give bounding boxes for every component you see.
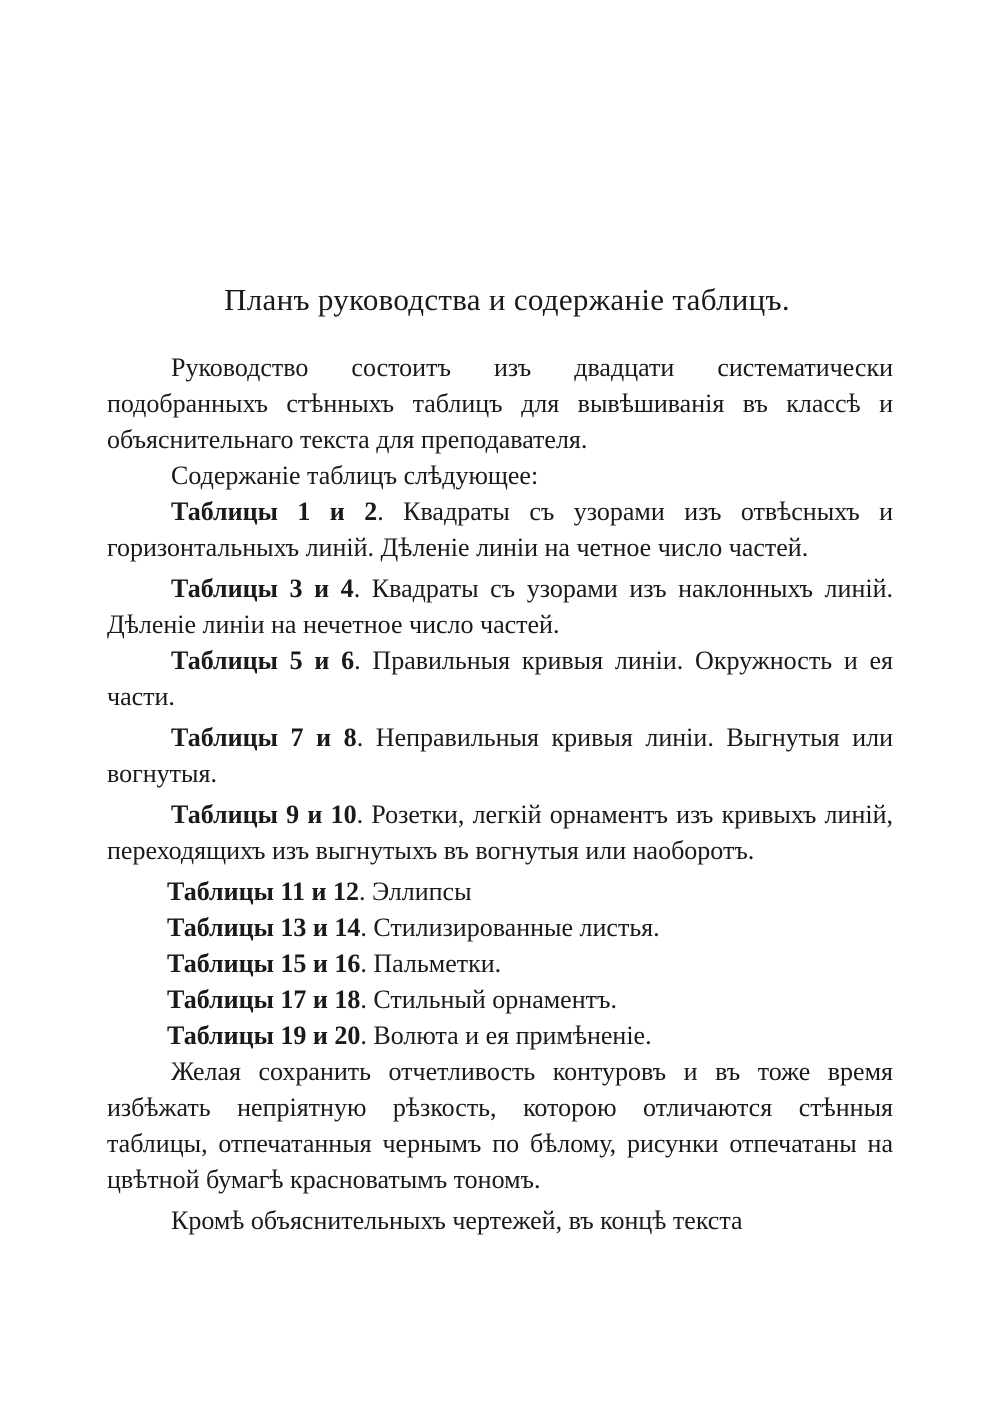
table-entry-label: Таблицы 3 и 4	[171, 574, 354, 603]
table-entry	[107, 910, 893, 946]
table-entry	[107, 571, 893, 643]
table-entry-label: Таблицы 17 и 18	[167, 985, 361, 1014]
table-entry-label: Таблицы 19 и 20	[167, 1021, 361, 1050]
page-title: Планъ руководства и содержаніе таблицъ.	[224, 282, 790, 317]
table-entry	[107, 1018, 893, 1054]
table-entry	[107, 643, 893, 715]
table-entry-text: . Эллипсы	[358, 877, 472, 906]
closing-paragraph: Кромѣ объяснительныхъ чертежей, въ концѣ текста	[171, 1206, 743, 1235]
table-entry-text: . Неправильныя кривыя линіи. Выгнутыя или вогнутыя.	[107, 723, 894, 788]
table-entry-label: Таблицы 11 и 12	[167, 877, 359, 906]
intro-paragraph: Руководство состоитъ изъ двадцати систематически подобранныхъ стѣнныхъ таблицъ для вывѣшиванія въ классѣ и объяснительнаго текста для преподавателя.	[107, 353, 893, 454]
table-entry-label: Таблицы 1 и 2	[171, 497, 378, 526]
body-text	[107, 350, 893, 1239]
table-entry-text: . Стильный орнаментъ.	[360, 985, 617, 1014]
table-entry	[107, 874, 893, 910]
table-entry	[107, 946, 893, 982]
table-entry-text: . Квадраты съ узорами изъ наклонныхъ линій. Дѣленіе линіи на нечетное число частей.	[107, 574, 893, 639]
table-entry-text: . Стилизированные листья.	[360, 913, 660, 942]
table-entry-label: Таблицы 15 и 16	[167, 949, 361, 978]
table-entry-label: Таблицы 5 и 6	[171, 646, 355, 675]
table-entry-label: Таблицы 13 и 14	[167, 913, 361, 942]
table-entry-text: . Квадраты съ узорами изъ отвѣсныхъ и горизонтальныхъ линій. Дѣленіе линіи на четное число частей.	[107, 497, 893, 562]
table-entry-label: Таблицы 7 и 8	[171, 723, 357, 752]
table-entry-text: . Правильныя кривыя линіи. Окружность и ея части.	[107, 646, 894, 711]
printing-paragraph: Желая сохранить отчетливость контуровъ и въ тоже время избѣжать непріятную рѣзкость, которою отличаются стѣнныя таблицы, отпечатанныя чернымъ по бѣлому, рисунки отпечатаны на цвѣтной бумагѣ красноватымъ тономъ.	[107, 1057, 893, 1194]
table-entry	[107, 494, 893, 566]
table-entry-label: Таблицы 9 и 10	[171, 800, 357, 829]
contents-intro: Содержаніе таблицъ слѣдующее:	[171, 461, 539, 490]
table-entry-text: . Розетки, легкій орнаментъ изъ кривыхъ линій, переходящихъ изъ выгнутыхъ въ вогнутыя или наоборотъ.	[107, 800, 893, 865]
table-entry	[107, 982, 893, 1018]
table-entry	[107, 720, 893, 792]
table-entry	[107, 797, 893, 869]
table-entry-text: . Волюта и ея примѣненіе.	[360, 1021, 652, 1050]
table-entry-text: . Пальметки.	[360, 949, 502, 978]
